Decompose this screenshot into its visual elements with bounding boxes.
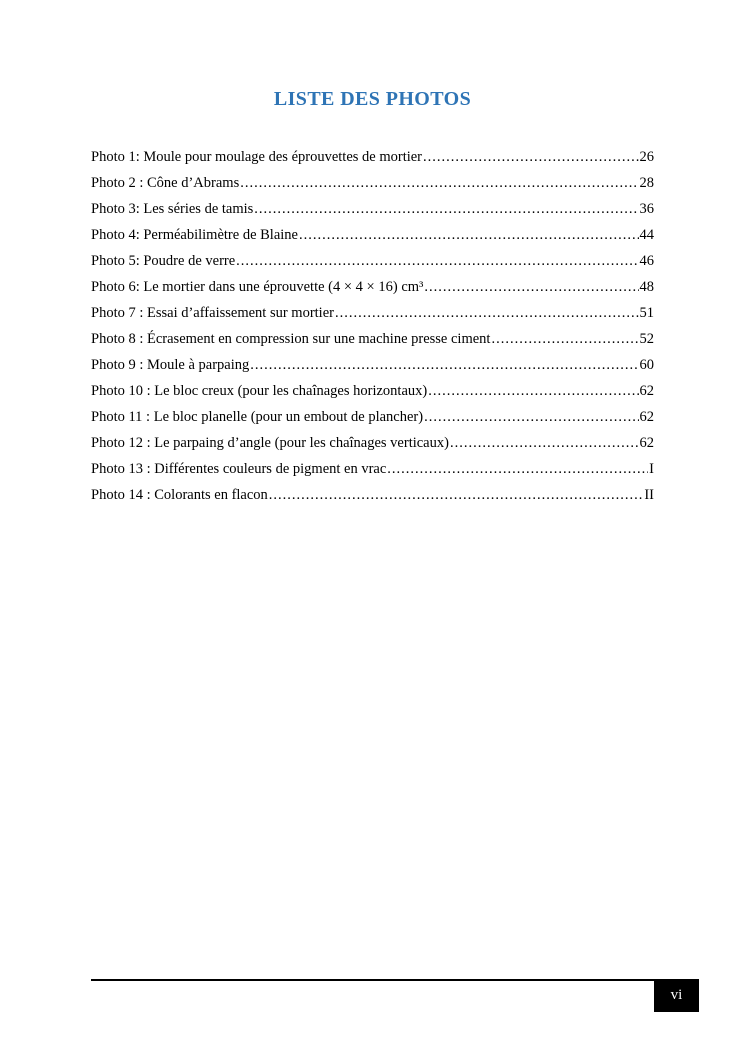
footer-divider [91,979,654,981]
dot-leader [387,461,648,478]
toc-entry-label: Photo 3: Les séries de tamis [91,201,254,217]
toc-entry [91,279,654,305]
toc-entry-label: Photo 11 : Le bloc planelle (pour un embout de plancher) [91,409,424,425]
toc-entry-page: II [644,487,654,503]
toc-entry-page: 51 [639,305,654,321]
toc-entry-page: 60 [639,357,654,373]
toc-entry-page: 62 [639,409,654,425]
page-content [91,88,654,513]
toc-entry-page: 46 [639,253,654,269]
toc-entry-label: Photo 12 : Le parpaing d’angle (pour les chaînages verticaux) [91,435,449,451]
toc-entry [91,175,654,201]
toc-entry [91,227,654,253]
dot-leader [236,253,638,270]
toc-entry-label: Photo 10 : Le bloc creux (pour les chaînages horizontaux) [91,383,428,399]
toc-entry [91,487,654,513]
toc-entry-label: Photo 9 : Moule à parpaing [91,357,250,373]
dot-leader [335,305,639,322]
dot-leader [424,409,638,426]
page-title: LISTE DES PHOTOS [273,88,472,110]
dot-leader [423,149,638,166]
toc-entry [91,149,654,175]
toc-entry [91,383,654,409]
toc-entry-label: Photo 4: Perméabilimètre de Blaine [91,227,298,243]
dot-leader [450,435,639,452]
toc-entry-label: Photo 8 : Écrasement en compression sur une machine presse ciment [91,331,491,347]
toc-entry [91,435,654,461]
toc-entry [91,461,654,487]
toc-entry-page: I [649,461,654,477]
toc-entry-page: 28 [639,175,654,191]
dot-leader [240,175,638,192]
toc-entry [91,357,654,383]
dot-leader [250,357,638,374]
page-number-label: vi [670,987,683,1003]
toc-entry [91,409,654,435]
toc-entry-label: Photo 7 : Essai d’affaissement sur mortier [91,305,334,321]
dot-leader [428,383,638,400]
toc-entry-page: 62 [639,435,654,451]
toc-entry-label: Photo 5: Poudre de verre [91,253,236,269]
toc-entry-page: 36 [639,201,654,217]
dot-leader [299,227,639,244]
page-number-badge [654,979,699,1012]
toc-entry-label: Photo 13 : Différentes couleurs de pigment en vrac [91,461,387,477]
toc-entry-page: 44 [639,227,654,243]
toc-entry-page: 62 [639,383,654,399]
toc-entry [91,201,654,227]
toc-entry-page: 52 [639,331,654,347]
dot-leader [269,487,644,504]
photo-list [91,149,654,513]
toc-entry-label: Photo 2 : Cône d’Abrams [91,175,240,191]
toc-entry [91,305,654,331]
toc-entry-label: Photo 14 : Colorants en flacon [91,487,268,503]
toc-entry [91,331,654,357]
dot-leader [491,331,638,348]
toc-entry-page: 26 [639,149,654,165]
toc-entry-label: Photo 6: Le mortier dans une éprouvette (4 × 4 × 16) cm³ [91,279,424,295]
dot-leader [254,201,638,218]
dot-leader [424,279,638,296]
toc-entry-label: Photo 1: Moule pour moulage des éprouvettes de mortier [91,149,423,165]
toc-entry [91,253,654,279]
toc-entry-page: 48 [639,279,654,295]
